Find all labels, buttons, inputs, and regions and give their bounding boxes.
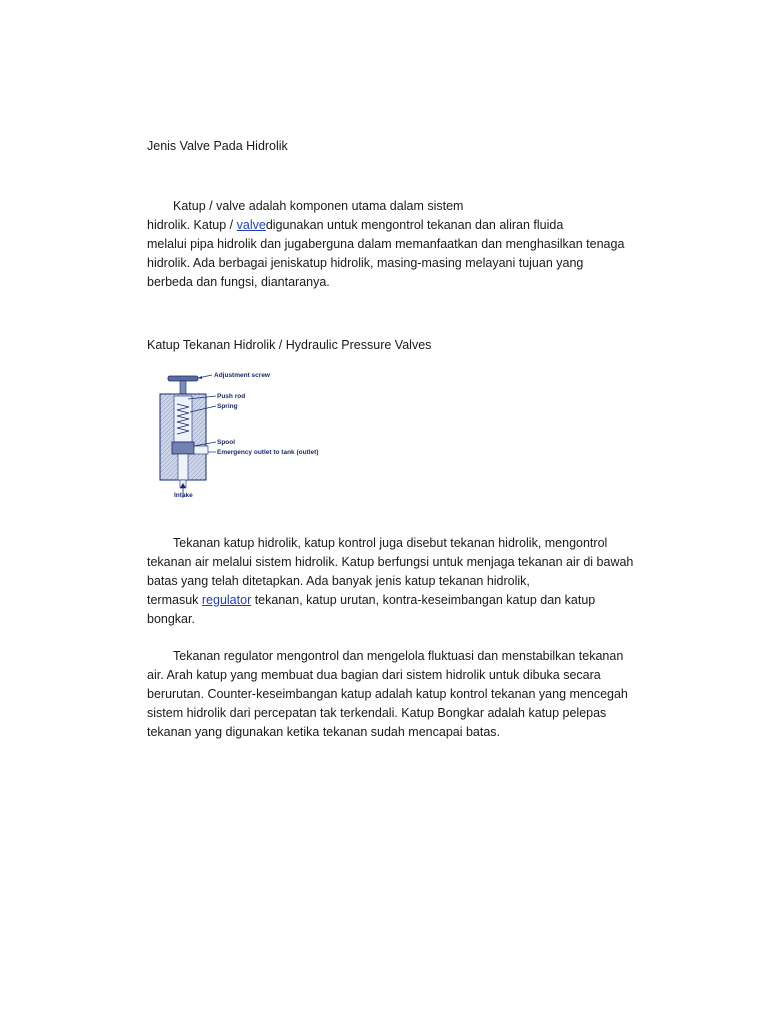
label-adjustment-screw: Adjustment screw [214, 372, 270, 379]
spool-shape [172, 442, 194, 454]
para3-line-1: Tekanan regulator mengontrol dan mengelola fluktuasi dan menstabilkan tekanan [173, 649, 624, 663]
valve-link[interactable]: valve [236, 218, 266, 232]
para2-line-1: Tekanan katup hidrolik, katup kontrol juga disebut tekanan hidrolik, mengontrol [173, 536, 608, 550]
para3-line-4: sistem hidrolik dari percepatan tak terkendali. Katup Bongkar adalah katup pelepas [147, 706, 607, 720]
regulator-link[interactable]: regulator [201, 593, 252, 607]
para2-line-2: tekanan air melalui sistem hidrolik. Katup berfungsi untuk menjaga tekanan air di bawah [147, 555, 634, 569]
intro-line-4: hidrolik. Ada berbagai jeniskatup hidrolik, masing-masing melayani tujuan yang [147, 256, 584, 270]
intro-text: hidrolik. Katup / [147, 218, 237, 232]
intro-line-3: melalui pipa hidrolik dan jugaberguna dalam memanfaatkan dan menghasilkan tenaga [147, 237, 625, 251]
adjustment-knob [168, 376, 198, 381]
para2-line-4 [147, 591, 595, 610]
para3-line-3: berurutan. Counter-keseimbangan katup adalah katup kontrol tekanan yang mencegah [147, 687, 628, 701]
document-title: Jenis Valve Pada Hidrolik [147, 139, 288, 153]
section-heading: Katup Tekanan Hidrolik / Hydraulic Pressure Valves [147, 338, 432, 352]
para3-line-2: air. Arah katup yang membuat dua bagian dari sistem hidrolik untuk dibuka secara [147, 668, 601, 682]
intro-text: digunakan untuk mengontrol tekanan dan aliran fluida [265, 218, 564, 232]
para2-text: tekanan, katup urutan, kontra-keseimbangan katup dan katup [251, 593, 596, 607]
label-spring: Spring [217, 403, 238, 410]
para2-line-3: batas yang telah ditetapkan. Ada banyak jenis katup tekanan hidrolik, [147, 574, 530, 588]
intro-line-1: Katup / valve adalah komponen utama dalam sistem [173, 199, 464, 213]
intro-line-2 [147, 216, 563, 235]
intro-line-5: berbeda dan fungsi, diantaranya. [147, 275, 330, 289]
label-spool: Spool [217, 439, 236, 446]
pressure-valve-diagram [152, 366, 342, 502]
para2-line-5: bongkar. [147, 612, 195, 626]
label-emergency-outlet: Emergency outlet to tank (outlet) [217, 449, 319, 456]
para2-text: termasuk [147, 593, 202, 607]
label-push-rod: Push rod [217, 393, 246, 400]
label-intake: Intake [174, 492, 193, 499]
para3-line-5: tekanan yang digunakan ketika tekanan sudah mencapai batas. [147, 725, 501, 739]
